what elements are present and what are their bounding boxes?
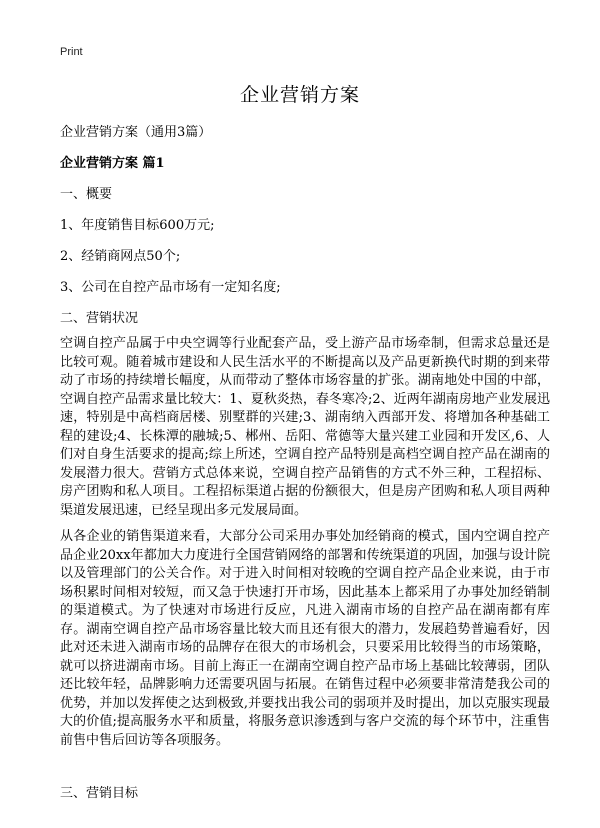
list-item: 2、经销商网点50个; xyxy=(60,249,181,264)
paragraph-market-status: 空调自控产品属于中央空调等行业配套产品，受上游产品市场牵制，但需求总量还是比较可观。随着城市建设和人民生活水平的不断提高以及产品更新换代时期的到来带动了市场的持续增长幅度，从而带动了整体市场容量的扩张。湖南地处中国的中部，空调自控产品需求量比较大：1、夏秋炎热，春冬寒冷;2、近两年湖南房地产业发展迅速，特别是中高档商居楼、别墅群的兴建;3、湖南纳入西部开发、将增加各种基础工程的建设;4、长株潭的融城;5、郴州、岳阳、常德等大量兴建工业园和开发区,6、人们对自身生活要求的提高;综上所述，空调自控产品特别是高档空调自控产品在湖南的发展潜力很大。营销方式总体来说，空调自控产品销售的方式不外三种，工程招标、房产团购和私人项目。工程招标渠道占据的份额很大，但是房产团购和私人项目两种渠道发展迅速，已经呈现出多元发展局面。 xyxy=(60,336,550,518)
section-title: 企业营销方案 篇1 xyxy=(60,156,165,171)
heading-marketing-status: 二、营销状况 xyxy=(60,311,139,326)
paragraph-sales-channels: 从各企业的销售渠道来看，大部分公司采用办事处加经销商的模式，国内空调自控产品企业20xx年都加大力度进行全国营销网络的部署和传统渠道的巩固，加强与设计院以及管理部门的公关合作。对于进入时间相对较晚的空调自控产品企业来说，由于市场积累时间相对较短，而又急于快速打开市场，因此基本上都采用了办事处加经销制的渠道模式。为了快速对市场进行反应，凡进入湖南市场的自控产品在湖南都有库存。湖南空调自控产品市场容量比较大而且还有很大的潜力，发展趋势普遍看好，因此对还未进入湖南市场的品牌存在很大的市场机会，只要采用比较得当的市场策略，就可以挤进湖南市场。目前上海正一在湖南空调自控产品市场上基础比较薄弱，团队还比较年轻，品牌影响力还需要巩固与拓展。在销售过程中必须要非常清楚我公司的优势，并加以发挥使之达到极致,并要找出我公司的弱项并及时提出，加以克服实现最大的价值;提高服务水平和质量，将服务意识渗透到与客户交流的每个环节中，注重售前售中售后回访等各项服务。 xyxy=(60,529,550,748)
heading-marketing-goals: 三、营销目标 xyxy=(60,786,139,801)
document-subtitle: 企业营销方案（通用3篇） xyxy=(60,125,212,140)
list-item: 1、年度销售目标600万元; xyxy=(60,218,215,233)
heading-overview: 一、概要 xyxy=(60,187,113,202)
print-label: Print xyxy=(60,46,83,58)
list-item: 3、公司在自控产品市场有一定知名度; xyxy=(60,280,281,295)
document-title: 企业营销方案 xyxy=(239,84,360,106)
